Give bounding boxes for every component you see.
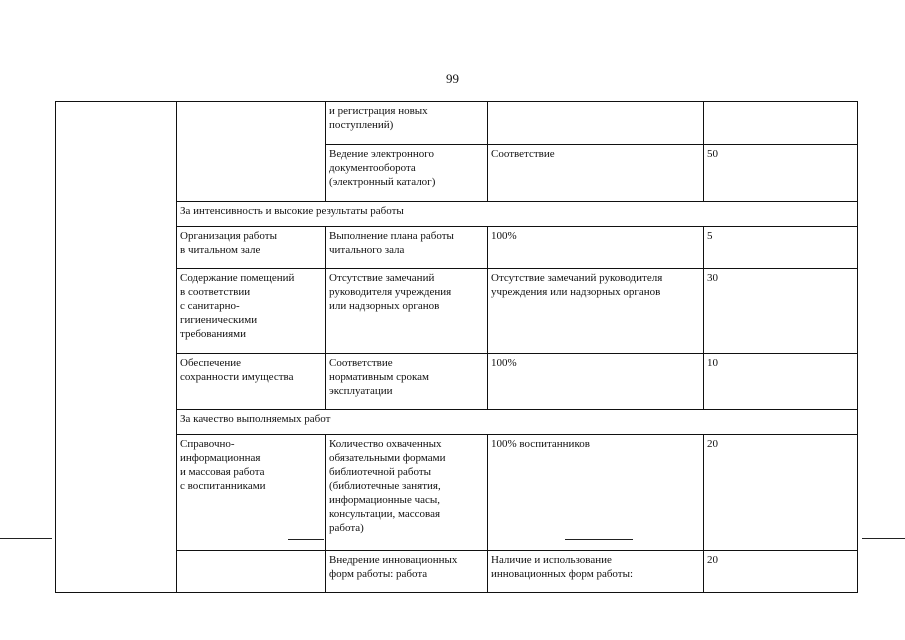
table-row <box>56 551 858 593</box>
value-cell: 100% <box>488 354 704 410</box>
criterion-cell: Организация работы в читальном зале <box>177 227 326 269</box>
scan-mark-center <box>565 539 633 540</box>
points-cell: 10 <box>704 354 858 410</box>
points-cell: 30 <box>704 269 858 354</box>
page-number: 99 <box>446 71 459 86</box>
points-cell: 20 <box>704 551 858 593</box>
value-cell: Наличие и использование инновационных форм работы: <box>488 551 704 593</box>
section-row <box>56 410 858 435</box>
value-cell: Отсутствие замечаний руководителя учреждения или надзорных органов <box>488 269 704 354</box>
indicator-cell: Ведение электронного документооборота (электронный каталог) <box>326 145 488 202</box>
criterion-cell <box>177 102 326 202</box>
indicator-cell: и регистрация новых поступлений) <box>326 102 488 145</box>
points-cell: 20 <box>704 435 858 551</box>
scan-mark-right <box>862 538 905 539</box>
table-row <box>56 435 858 551</box>
criteria-table <box>55 101 858 593</box>
value-cell: Соответствие <box>488 145 704 202</box>
criterion-cell: Обеспечение сохранности имущества <box>177 354 326 410</box>
scan-mark-left <box>0 538 52 539</box>
table-row <box>56 354 858 410</box>
table-row <box>56 227 858 269</box>
indicator-cell: Внедрение инновационных форм работы: работа <box>326 551 488 593</box>
indicator-cell: Соответствие нормативным срокам эксплуатации <box>326 354 488 410</box>
points-cell <box>704 102 858 145</box>
value-cell: 100% воспитанников <box>488 435 704 551</box>
points-cell: 5 <box>704 227 858 269</box>
indicator-cell: Выполнение плана работы читального зала <box>326 227 488 269</box>
value-cell <box>488 102 704 145</box>
indicator-cell: Отсутствие замечаний руководителя учреждения или надзорных органов <box>326 269 488 354</box>
value-cell: 100% <box>488 227 704 269</box>
criterion-cell: Содержание помещений в соответствии с санитарно- гигиеническими требованиями <box>177 269 326 354</box>
criterion-cell <box>177 551 326 593</box>
section-heading: За качество выполняемых работ <box>177 410 858 435</box>
table-row <box>56 269 858 354</box>
first-column-cell <box>56 102 177 593</box>
indicator-cell: Количество охваченных обязательными формами библиотечной работы (библиотечные занятия, информационные часы, консультации, массовая работа) <box>326 435 488 551</box>
criterion-cell: Справочно- информационная и массовая работа с воспитанниками <box>177 435 326 551</box>
points-cell: 50 <box>704 145 858 202</box>
table-row <box>56 102 858 145</box>
scan-mark-left-inner <box>288 539 324 540</box>
section-row <box>56 202 858 227</box>
section-heading: За интенсивность и высокие результаты работы <box>177 202 858 227</box>
